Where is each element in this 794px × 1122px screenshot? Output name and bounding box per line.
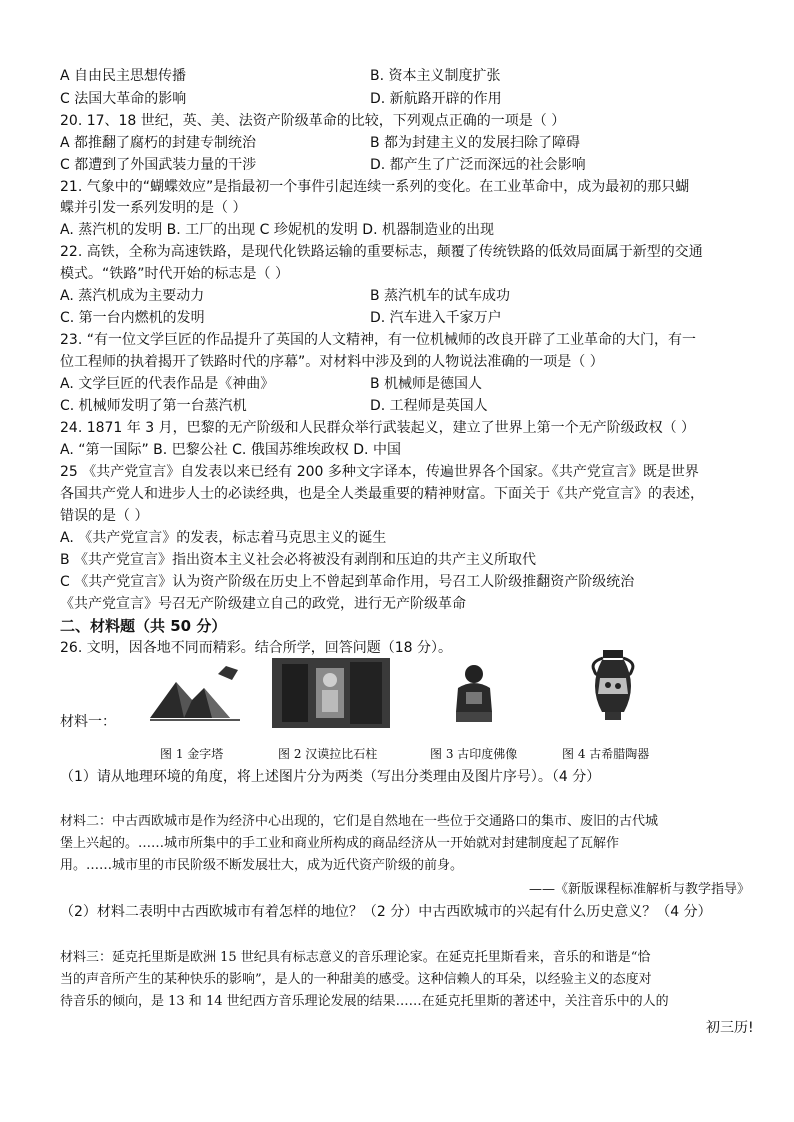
caption-figure-1: 图 1 金字塔 — [160, 747, 224, 761]
q25-option-b: B 《共产党宣言》指出资本主义社会必将被没有剥削和压迫的共产主义所取代 — [60, 552, 537, 568]
caption-figure-4: 图 4 古希腊陶器 — [562, 747, 650, 761]
material2-line1: 材料二：中古西欧城市是作为经济中心出现的，它们是自然地在一些位于交通路口的集市、废旧的古代城 — [60, 814, 659, 829]
q25-stem-line3: 错误的是（ ） — [60, 508, 149, 524]
q22-stem-line1: 22. 高铁，全称为高速铁路，是现代化铁路运输的重要标志，颠覆了传统铁路的低效局面属于新型的交通 — [60, 244, 703, 260]
q23-stem-line1: 23. “有一位文学巨匠的作品提升了英国的人文精神，有一位机械师的改良开辟了工业革命的大门，有一 — [60, 332, 696, 348]
q22-option-d: D. 汽车进入千家万户 — [370, 310, 502, 326]
q22-option-b: B 蒸汽机车的试车成功 — [370, 288, 511, 304]
q25-stem-line1: 25 《共产党宣言》自发表以来已经有 200 多种文字译本，传遍世界各个国家。《共产党宣言》既是世界 — [60, 464, 699, 480]
q20-option-b: B 都为封建主义的发展扫除了障碍 — [370, 135, 581, 151]
q20-stem: 20. 17、18 世纪，英、美、法资产阶级革命的比较，下列观点正确的一项是（ ） — [60, 113, 566, 129]
subquestion-1: （1）请从地理环境的角度，将上述图片分为两类（写出分类理由及图片序号）。（4 分） — [60, 769, 601, 785]
q19-option-d: D. 新航路开辟的作用 — [370, 91, 502, 107]
q21-stem-line1: 21. 气象中的“蝴蝶效应”是指最初一个事件引起连续一系列的变化。在工业革命中，成为最初的那只蝴 — [60, 179, 690, 195]
q25-option-a: A. 《共产党宣言》的发表，标志着马克思主义的诞生 — [60, 530, 387, 546]
q23-stem-line2: 位工程师的执着揭开了铁路时代的序幕”。对材料中涉及到的人物说法准确的一项是（ ） — [60, 354, 604, 370]
q24-stem: 24. 1871 年 3 月，巴黎的无产阶级和人民群众举行武装起义，建立了世界上第一个无产阶级政权（ ） — [60, 420, 696, 436]
q24-options: A. “第一国际” B. 巴黎公社 C. 俄国苏维埃政权 D. 中国 — [60, 442, 401, 458]
material2-line2: 堡上兴起的。……城市所集中的手工业和商业所构成的商品经济从一开始就对封建制度起了瓦解作 — [60, 836, 620, 851]
material2-line3: 用。……城市里的市民阶级不断发展壮大，成为近代资产阶级的前身。 — [60, 858, 464, 873]
material3-line1: 材料三：延克托里斯是欧洲 15 世纪具有标志意义的音乐理论家。在延克托里斯看来，音乐的和谐是“恰 — [60, 950, 651, 965]
material3-line2: 当的声音所产生的某种快乐的影响”，是人的一种甜美的感受。这种信赖人的耳朵，以经验主义的态度对 — [60, 972, 652, 987]
q26-intro: 26. 文明，因各地不同而精彩。结合所学，回答问题（18 分）。 — [60, 640, 452, 656]
q22-option-c: C. 第一台内燃机的发明 — [60, 310, 205, 326]
buddha-statue-image — [448, 662, 500, 724]
q19-option-a: A 自由民主思想传播 — [60, 68, 187, 84]
q23-option-c: C. 机械师发明了第一台蒸汽机 — [60, 398, 247, 414]
q25-stem-line2: 各国共产党人和进步人士的必读经典，也是全人类最重要的精神财富。下面关于《共产党宣言》的表述， — [60, 486, 704, 502]
q21-stem-line2: 蝶并引发一系列发明的是（ ） — [60, 200, 247, 216]
greek-pottery-image — [588, 648, 638, 724]
q22-stem-line2: 模式。“铁路”时代开始的标志是（ ） — [60, 266, 289, 282]
page-corner-label: 初三历! — [706, 1020, 754, 1036]
q25-option-c: C 《共产党宣言》认为资产阶级在历史上不曾起到革命作用，号召工人阶级推翻资产阶级统治 — [60, 574, 635, 590]
q22-option-a: A. 蒸汽机成为主要动力 — [60, 288, 205, 304]
section-heading: 二、材料题（共 50 分） — [60, 617, 227, 635]
q20-option-a: A 都推翻了腐朽的封建专制统治 — [60, 135, 257, 151]
q25-option-d: 《共产党宣言》号召无产阶级建立自己的政党，进行无产阶级革命 — [60, 596, 466, 612]
q23-option-d: D. 工程师是英国人 — [370, 398, 488, 414]
q21-options: A. 蒸汽机的发明 B. 工厂的出现 C 珍妮机的发明 D. 机器制造业的出现 — [60, 222, 494, 238]
material3-line3: 待音乐的倾向，是 13 和 14 世纪西方音乐理论发展的结果……在延克托里斯的著述中，关注音乐中的人的 — [60, 994, 669, 1009]
caption-figure-2: 图 2 汉谟拉比石柱 — [278, 747, 378, 761]
caption-figure-3: 图 3 古印度佛像 — [430, 747, 518, 761]
q19-option-c: C 法国大革命的影响 — [60, 91, 187, 107]
pyramid-image — [148, 660, 248, 726]
q23-option-a: A. 文学巨匠的代表作品是《神曲》 — [60, 376, 275, 392]
q20-option-c: C 都遭到了外国武装力量的干涉 — [60, 157, 257, 173]
subquestion-2: （2）材料二表明中古西欧城市有着怎样的地位？（2 分）中古西欧城市的兴起有什么历史意义？（4 分） — [60, 904, 712, 920]
hammurabi-stele-image — [272, 658, 390, 728]
q23-option-b: B 机械师是德国人 — [370, 376, 483, 392]
q20-option-d: D. 都产生了广泛而深远的社会影响 — [370, 157, 586, 173]
q19-option-b: B. 资本主义制度扩张 — [370, 68, 501, 84]
material2-source: ——《新版课程标准解析与教学指导》 — [528, 882, 750, 897]
material1-label: 材料一： — [60, 714, 116, 730]
